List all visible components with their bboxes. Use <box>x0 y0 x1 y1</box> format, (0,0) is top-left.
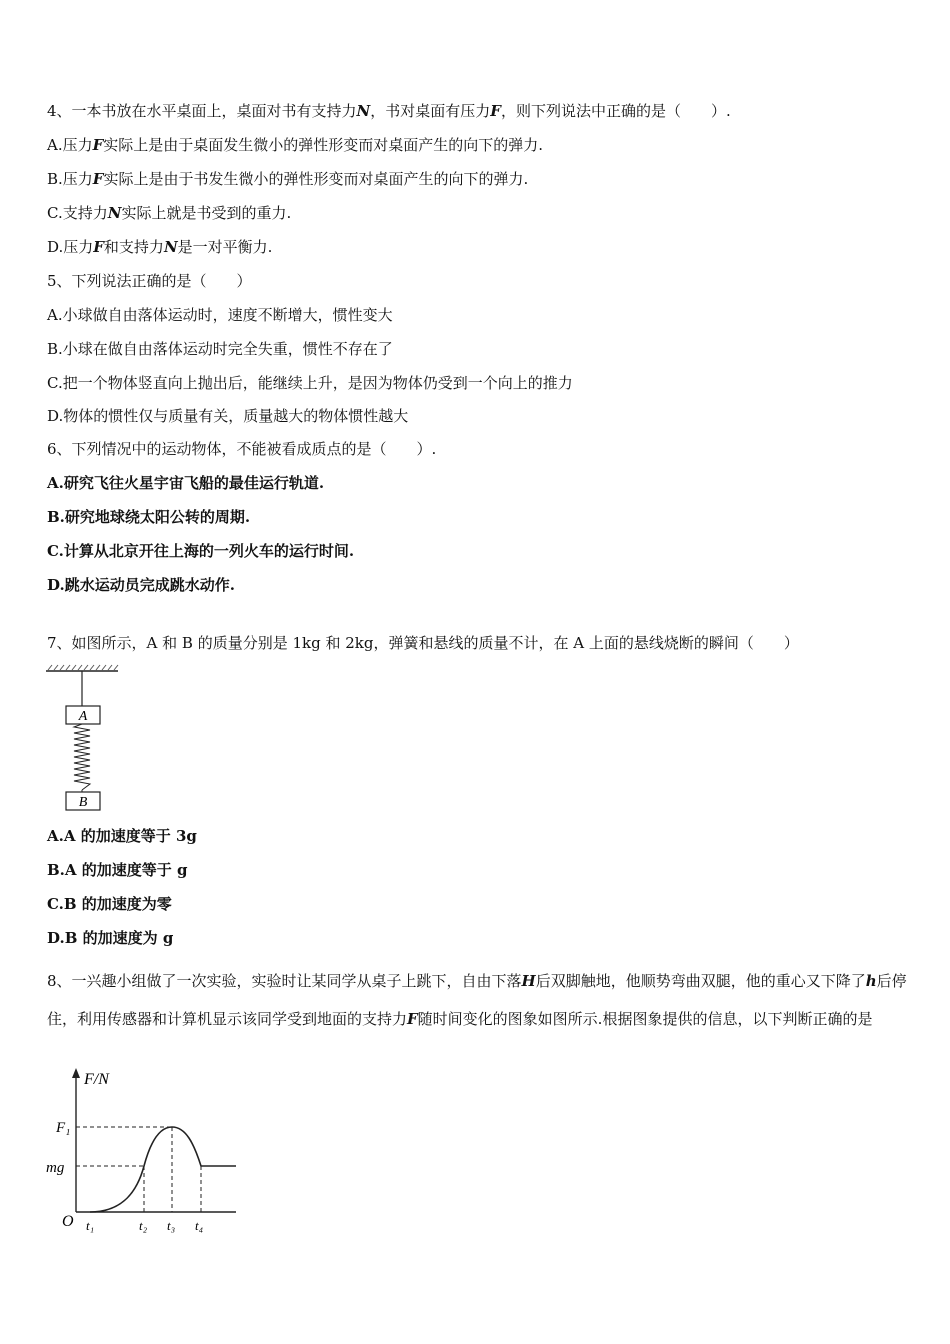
option-text: 实际上是由于桌面发生微小的弹性形变而对桌面产生的向下的弹力. <box>103 136 544 154</box>
var-h-upper: H <box>521 972 536 990</box>
q4-stem-part: ，书对桌面有压力 <box>370 102 491 120</box>
q5-stem: 5、下列说法正确的是（ ） <box>47 272 252 290</box>
q8-stem-part: 8、一兴趣小组做了一次实验，实验时让某同学从桌子上跳下，自由下落 <box>47 972 522 990</box>
q8-stem-part: 后双脚触地，他顺势弯曲双腿，他的重心又下降了 <box>535 972 866 990</box>
x-tick-t4: t₄ <box>195 1218 204 1233</box>
q6-stem: 6、下列情况中的运动物体，不能被看成质点的是（ ）. <box>47 440 437 458</box>
origin-label: O <box>62 1213 74 1230</box>
spring-block-figure <box>44 662 124 812</box>
q4-option-b <box>47 169 528 189</box>
q7-option-c: C.B 的加速度为零 <box>47 895 172 913</box>
q4-option-d <box>47 237 272 257</box>
var-f: F <box>93 238 104 256</box>
y-tick-f1: F₁ <box>56 1120 71 1136</box>
guide-lines <box>76 1127 201 1212</box>
q4-stem-part: ，则下列说法中正确的是（ ）. <box>500 102 731 120</box>
q5-option-a: A.小球做自由落体运动时，速度不断增大，惯性变大 <box>47 306 393 324</box>
ceiling-hatch <box>48 665 118 670</box>
option-text: 和支持力 <box>103 238 164 256</box>
q7-option-a: A.A 的加速度等于 3g <box>47 827 197 845</box>
q5-option-c: C.把一个物体竖直向上抛出后，能继续上升，是因为物体仍受到一个向上的推力 <box>47 374 573 392</box>
option-text: 实际上就是书受到的重力. <box>121 204 292 222</box>
q8-stem-part: 随时间变化的图象如图所示.根据图象提供的信息，以下判断正确的是 <box>417 1010 873 1028</box>
option-text: C.支持力 <box>47 204 108 222</box>
var-n: N <box>356 102 371 120</box>
force-time-graph <box>44 1064 244 1240</box>
q6-option-b: B.研究地球绕太阳公转的周期. <box>47 508 251 526</box>
var-f: F <box>92 170 104 188</box>
q5-option-b: B.小球在做自由落体运动时完全失重，惯性不存在了 <box>47 340 393 358</box>
var-f: F <box>490 102 501 120</box>
option-text: 是一对平衡力. <box>177 238 273 256</box>
block-a-label: A <box>78 709 88 724</box>
force-curve <box>90 1127 236 1212</box>
var-f: F <box>92 136 104 154</box>
q7-option-b: B.A 的加速度等于 g <box>47 861 188 879</box>
var-h-lower: h <box>865 972 877 990</box>
q8-stem <box>47 962 915 1038</box>
var-n: N <box>107 204 122 222</box>
q6-option-a: A.研究飞往火星宇宙飞船的最佳运行轨道. <box>47 474 325 492</box>
q7-option-d: D.B 的加速度为 g <box>47 929 174 947</box>
option-text: D.压力 <box>47 238 94 256</box>
option-text: 实际上是由于书发生微小的弹性形变而对桌面产生的向下的弹力. <box>103 170 529 188</box>
x-tick-t1: t₁ <box>86 1218 95 1233</box>
spring <box>74 724 90 790</box>
q8-stem-part: 后停住，利用传感器和计算机显示该同学受到地面的支持力 <box>47 972 907 1028</box>
y-axis-label: F/N <box>84 1071 109 1088</box>
block-b-label: B <box>78 795 88 810</box>
x-tick-t3: t₃ <box>167 1218 176 1233</box>
q4-stem-part: 4、一本书放在水平桌面上，桌面对书有支持力 <box>47 102 357 120</box>
y-axis-arrow-icon <box>72 1068 80 1078</box>
q5-option-d: D.物体的惯性仅与质量有关，质量越大的物体惯性越大 <box>47 407 409 425</box>
x-tick-t2: t₂ <box>139 1218 148 1233</box>
q4-option-c <box>47 203 291 223</box>
option-text: A.压力 <box>47 136 93 154</box>
q4-option-a <box>47 135 543 155</box>
var-f: F <box>407 1010 418 1028</box>
option-text: B.压力 <box>47 170 93 188</box>
y-tick-mg: mg <box>46 1160 65 1176</box>
q4-stem <box>47 101 731 121</box>
q6-option-d: D.跳水运动员完成跳水动作. <box>47 576 235 594</box>
q7-stem: 7、如图所示，A 和 B 的质量分别是 1kg 和 2kg，弹簧和悬线的质量不计，在 A 上面的悬线烧断的瞬间（ ） <box>47 634 799 652</box>
q6-option-c: C.计算从北京开往上海的一列火车的运行时间. <box>47 542 355 560</box>
var-n: N <box>163 238 178 256</box>
